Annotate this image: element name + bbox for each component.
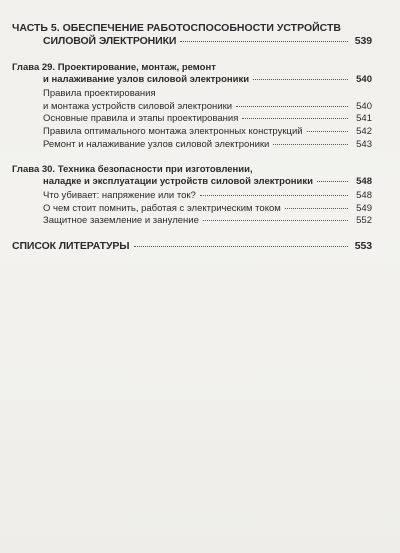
page-number: 549 [356,202,372,214]
part-title-line-2: СИЛОВОЙ ЭЛЕКТРОНИКИ [43,35,177,47]
page-number: 540 [356,74,372,85]
page-number: 552 [356,215,372,227]
dot-leader [200,195,348,196]
section-title: Защитное заземление и зануление [43,215,199,227]
section-title-line-1: Правила проектирования [43,88,156,99]
part-title-line-1: ЧАСТЬ 5. ОБЕСПЕЧЕНИЕ РАБОТОСПОСОБНОСТИ УСТРОЙСТВ [12,22,341,34]
section-title: Ремонт и налаживание узлов силовой электроники [43,138,270,150]
dot-leader [317,181,348,182]
toc-part-5[interactable] [12,22,372,48]
chapter-30-sections [12,190,372,228]
toc-chapter-29[interactable] [12,62,372,86]
page-number: 539 [354,35,372,47]
section-title: Что убивает: напряжение или ток? [43,189,196,201]
chapter-title-line-2: наладке и эксплуатации устройств силовой электроники [43,175,313,187]
page-number: 542 [356,126,372,138]
page-number: 540 [356,100,372,112]
section-title: Основные правила и этапы проектирования [43,113,239,125]
section-title: Правила оптимального монтажа электронных конструкций [43,126,303,138]
dot-leader [307,131,348,132]
chapter-title-line-1: Глава 30. Техника безопасности при изготовлении, [12,163,253,175]
toc-bibliography[interactable] [12,240,372,253]
toc-section[interactable] [43,88,372,113]
toc-section[interactable] [43,126,372,139]
dot-leader [203,220,348,221]
page-number: 541 [356,113,372,125]
toc-section[interactable] [43,203,372,216]
chapter-title-line-2: и налаживание узлов силовой электроники [43,74,250,85]
page-number: 553 [354,240,372,253]
dot-leader [273,144,348,145]
section-title: О чем стоит помнить, работая с электрическим током [43,202,281,214]
dot-leader [253,79,348,80]
dot-leader [285,208,348,209]
chapter-29-sections [12,88,372,152]
table-of-contents [12,22,372,253]
page-number: 543 [356,138,372,150]
toc-section[interactable] [43,215,372,228]
chapter-title-line-1: Глава 29. Проектирование, монтаж, ремонт [12,62,216,73]
toc-chapter-30[interactable] [12,164,372,188]
page-number: 548 [356,189,372,201]
dot-leader [242,118,348,119]
bibliography-title: СПИСОК ЛИТЕРАТУРЫ [12,240,130,253]
toc-section[interactable] [43,113,372,126]
section-title-line-2: и монтажа устройств силовой электроники [43,100,233,112]
dot-leader [236,106,348,107]
toc-section[interactable] [43,190,372,203]
dot-leader [134,246,349,247]
dot-leader [180,41,348,42]
toc-section[interactable] [43,139,372,152]
page-number: 548 [356,175,372,187]
